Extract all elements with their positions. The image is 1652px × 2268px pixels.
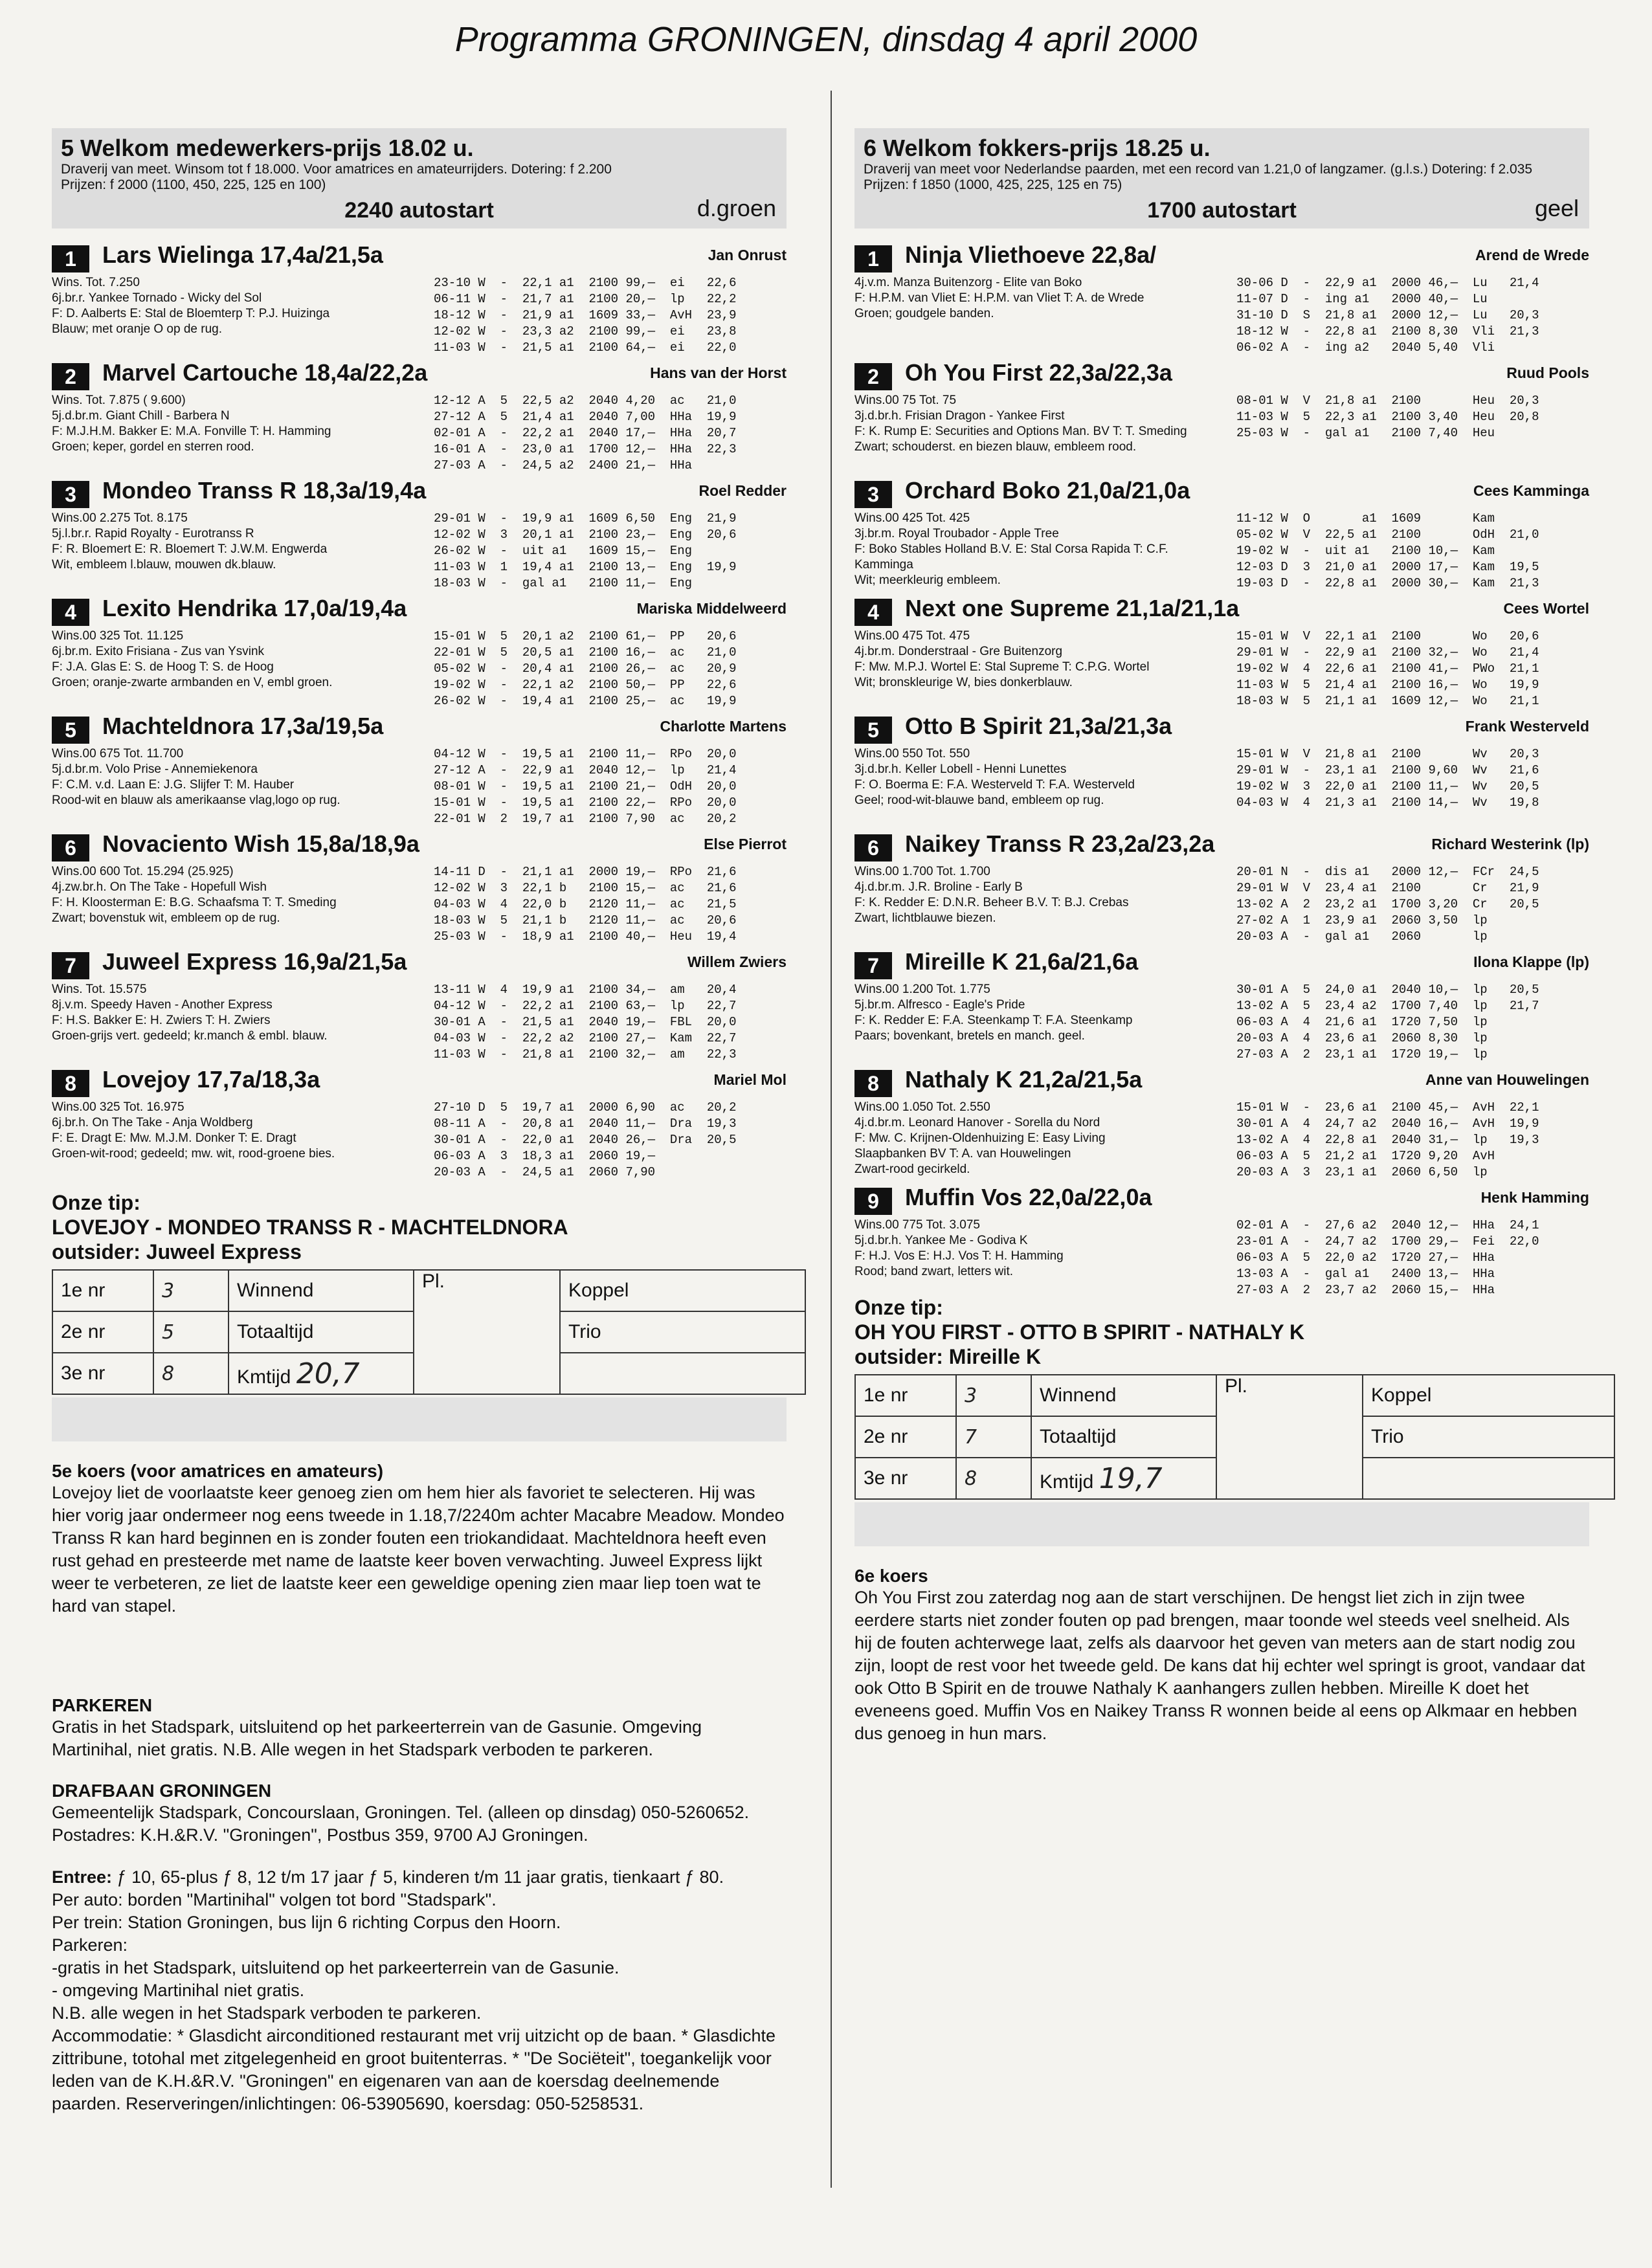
horse-info-line: Wins.00 325 Tot. 16.975 [52,1100,184,1114]
horse-driver: Cees Wortel [1503,600,1589,617]
horse-name: Otto B Spirit 21,3a/21,3a [905,713,1172,739]
trio-label: Trio [1363,1416,1614,1458]
horse-name: Machteldnora 17,3a/19,5a [102,713,384,739]
horse-entry [52,595,787,708]
horse-info-line: 4j.v.m. Manza Buitenzorg - Elite van Boko [854,276,1082,289]
horse-info-line: F: D. Aalberts E: Stal de Bloemterp T: P.J. Huizinga [52,307,330,320]
entree-line-1: Per auto: borden "Martinihal" volgen tot bord "Stadspark". [52,1890,497,1909]
race-color: geel [1534,195,1579,221]
horse-name: Lars Wielinga 17,4a/21,5a [102,241,383,268]
horse-name: Novaciento Wish 15,8a/18,9a [102,830,419,857]
place-1-handwritten[interactable]: 3 [153,1270,229,1311]
horse-name: Mondeo Transs R 18,3a/19,4a [102,477,427,504]
horse-name: Marvel Cartouche 18,4a/22,2a [102,359,428,386]
horse-number: 5 [854,717,892,744]
horse-entry [52,359,787,472]
kmtijd-cell [229,1353,414,1394]
horse-form-table: 04-12 W - 19,5 a1 2100 11,— RPo 20,0 27-12 A - 22,9 a1 2040 12,— lp 21,4 08-01 W - 19,5 a1 2100 21,— OdH 20,0 15-01 W - 19,5 a1 2100 22,— RPo 20,0 22-01 W 2 19,7 a1 2100 7,90 ac 20,2 [434,747,737,826]
horse-info-line: Wit; meerkleurig embleem. [854,573,1001,587]
horse-number: 7 [52,952,89,979]
horse-info-line: F: C.M. v.d. Laan E: J.G. Slijfer T: M. Hauber [52,778,295,792]
empty-cell [560,1353,805,1394]
horse-info-line: 5j.d.br.h. Yankee Me - Godiva K [854,1234,1028,1247]
entree-line-7: Accommodatie: * Glasdicht airconditioned restaurant met vrij uitzicht op de baan. * Glasdichte zittribune, totohal met zitgelegenheid en groot buitenterras. * "De Sociëteit", toegankelijk voor leden van de K.H.&R.V. "Groningen" en eigenaren van aan de koersdag deelnemende paarden. Reserveringen/inlichtingen: 06-53905690, koersdag: 050-5258531. [52,2026,776,2113]
horse-name: Juweel Express 16,9a/21,5a [102,948,407,975]
horse-info [854,275,1217,322]
horse-name: Ninja Vliethoeve 22,8a/ [905,241,1157,268]
horse-form-table: 15-01 W V 22,1 a1 2100 Wo 20,6 29-01 W - 22,9 a1 2100 32,— Wo 21,4 19-02 W 4 22,6 a1 2100 41,— PWo 21,1 11-03 W 5 21,4 a1 2100 16,— Wo 19,9 18-03 W 5 21,1 a1 1609 12,— Wo 21,1 [1236,629,1539,708]
horse-info [854,1100,1217,1177]
pl-label: Pl. [414,1270,560,1394]
horse-entry [52,948,787,1062]
horse-info-line: Blauw; met oranje O op de rug. [52,322,222,336]
horse-info-line: F: K. Redder E: D.N.R. Beheer B.V. T: B.J. Crebas [854,896,1129,909]
horse-driver: Frank Westerveld [1465,718,1589,735]
horse-info-line: Wins.00 325 Tot. 11.125 [52,629,184,643]
horse-form-table: 23-10 W - 22,1 a1 2100 99,— ei 22,6 06-11 W - 21,7 a1 2100 20,— lp 22,2 18-12 W - 21,9 a1 1609 33,— AvH 23,9 12-02 W - 23,3 a2 2100 99,— ei 23,8 11-03 W - 21,5 a1 2100 64,— ei 22,0 [434,276,737,355]
tip-label: Onze tip: [52,1191,140,1214]
horse-info-line: 3j.br.m. Royal Troubador - Apple Tree [854,527,1059,540]
race-header [52,128,787,228]
entree-text: ƒ 10, 65-plus ƒ 8, 12 t/m 17 jaar ƒ 5, kinderen t/m 11 jaar gratis, tienkaart ƒ 80. [117,1867,724,1887]
horse-name: Orchard Boko 21,0a/21,0a [905,477,1190,504]
horse-info [854,1217,1217,1280]
horse-info-line: Rood-wit en blauw als amerikaanse vlag,logo op rug. [52,794,340,807]
horse-info [52,864,414,926]
horse-form-table: 11-12 W O a1 1609 Kam 05-02 W V 22,5 a1 2100 OdH 21,0 19-02 W - uit a1 2100 10,— Kam 12-03 D 3 21,0 a1 2000 17,— Kam 19,5 19-03 D - 22,8 a1 2000 30,— Kam 21,3 [1236,511,1539,590]
horse-info-line: 4j.d.br.m. Leonard Hanover - Sorella du Nord [854,1116,1100,1129]
horse-entry [854,241,1589,355]
right-column [854,123,1589,1745]
horse-form-table: 27-10 D 5 19,7 a1 2000 6,90 ac 20,2 08-11 A - 20,8 a1 2040 11,— Dra 19,3 30-01 A - 22,0 a1 2040 26,— Dra 20,5 06-03 A 3 18,3 a1 2060 19,— 20-03 A - 24,5 a1 2060 7,90 [434,1100,737,1179]
horse-driver: Mariska Middelweerd [636,600,787,617]
horse-entry [854,477,1589,590]
drafbaan-heading: DRAFBAAN GRONINGEN [52,1781,272,1801]
horse-form-table: 15-01 W V 21,8 a1 2100 Wv 20,3 29-01 W - 23,1 a1 2100 9,60 Wv 21,6 19-02 W 3 22,0 a1 2100 11,— Wv 20,5 04-03 W 4 21,3 a1 2100 14,— Wv 19,8 [1236,747,1539,810]
horse-driver: Else Pierrot [704,836,787,852]
horse-number: 1 [854,245,892,272]
horse-info [854,746,1217,808]
horse-driver: Anne van Houwelingen [1425,1071,1589,1088]
horse-driver: Roel Redder [698,482,787,499]
horse-info [52,628,414,691]
horse-form-table: 29-01 W - 19,9 a1 1609 6,50 Eng 21,9 12-02 W 3 20,1 a1 2100 23,— Eng 20,6 26-02 W - uit a1 1609 15,— Eng 11-03 W 1 19,4 a1 2100 13,— Eng 19,9 18-03 W - gal a1 2100 11,— Eng [434,511,737,590]
horse-info-line: F: Boko Stables Holland B.V. E: Stal Corsa Rapida T: C.F. Kamminga [854,542,1168,572]
horse-info-line: 5j.l.br.r. Rapid Royalty - Eurotranss R [52,527,254,540]
koppel-label: Koppel [1363,1375,1614,1416]
horse-info-line: Wins.00 1.700 Tot. 1.700 [854,865,990,878]
horse-info-line: Wins.00 75 Tot. 75 [854,394,957,407]
horse-entry [854,830,1589,944]
horse-driver: Willem Zwiers [687,953,787,970]
entree-label: Entree: [52,1867,113,1887]
horse-number: 3 [52,481,89,508]
winnend-label: Winnend [229,1270,414,1311]
horse-info-line: Wins. Tot. 7.250 [52,276,140,289]
drafbaan-line-2: Postadres: K.H.&R.V. "Groningen", Postbus 359, 9700 AJ Groningen. [52,1825,588,1845]
horse-info-line: Zwart-rood gecirkeld. [854,1162,970,1176]
place-1-label: 1e nr [855,1375,956,1416]
tip-block [854,1295,1589,1369]
horse-driver: Arend de Wrede [1475,247,1589,263]
page-title: Programma GRONINGEN, dinsdag 4 april 2000 [454,20,1198,59]
horse-entry [854,1066,1589,1179]
horse-name: Muffin Vos 22,0a/22,0a [905,1184,1152,1210]
horse-number: 8 [854,1070,892,1097]
horse-name: Naikey Transs R 23,2a/23,2a [905,830,1215,857]
horse-number: 5 [52,717,89,744]
horse-info-line: Wins.00 550 Tot. 550 [854,747,970,761]
horse-info-line: Zwart; schouderst. en biezen blauw, embleem rood. [854,440,1137,454]
horse-info-line: Wins.00 425 Tot. 425 [854,511,970,525]
horse-info-line: 4j.d.br.m. J.R. Broline - Early B [854,880,1023,894]
horse-driver: Henk Hamming [1480,1189,1589,1206]
place-2-handwritten[interactable]: 7 [956,1416,1031,1458]
place-2-handwritten[interactable]: 5 [153,1311,229,1353]
winnend-label: Winnend [1031,1375,1216,1416]
race-prizes: Prijzen: f 1850 (1000, 425, 225, 125 en 75) [864,177,1122,192]
race-header [854,128,1589,228]
horse-name: Mireille K 21,6a/21,6a [905,948,1139,975]
horse-number: 2 [52,363,89,390]
horse-entry [854,595,1589,708]
horse-info [52,982,414,1044]
horse-info-line: Zwart, lichtblauwe biezen. [854,911,996,925]
horse-name: Nathaly K 21,2a/21,5a [905,1066,1143,1093]
entree-line-6: N.B. alle wegen in het Stadspark verboden te parkeren. [52,2003,482,2023]
horse-info-line: Groen-grijs vert. gedeeld; kr.manch & embl. blauw. [52,1029,328,1043]
race-start: 1700 autostart [1147,198,1297,223]
horse-info-line: F: H.S. Bakker E: H. Zwiers T: H. Zwiers [52,1014,271,1027]
horse-info-line: Wit; bronskleurige W, bies donkerblauw. [854,676,1073,689]
tip-names: LOVEJOY - MONDEO TRANSS R - MACHTELDNORA [52,1216,568,1239]
horse-info-line: F: Mw. M.P.J. Wortel E: Stal Supreme T: C.P.G. Wortel [854,660,1150,674]
horse-info-line: Wins.00 675 Tot. 11.700 [52,747,184,761]
kmtijd-label: Kmtijd [237,1366,291,1388]
horse-entry [854,713,1589,817]
horse-form-table: 20-01 N - dis a1 2000 12,— FCr 24,5 29-01 W V 23,4 a1 2100 Cr 21,9 13-02 A 2 23,2 a1 1700 3,20 Cr 20,5 27-02 A 1 23,9 a1 2060 3,50 lp 20-03 A - gal a1 2060 lp [1236,865,1539,944]
horse-info-line: Wins. Tot. 15.575 [52,983,147,996]
horse-info-line: Wins.00 1.200 Tot. 1.775 [854,983,990,996]
horse-name: Next one Supreme 21,1a/21,1a [905,595,1240,621]
race-title: 6 Welkom fokkers-prijs 18.25 u. [864,135,1211,161]
left-column [52,123,787,2115]
parkeren-heading: PARKEREN [52,1695,153,1715]
horse-info-line: F: E. Dragt E: Mw. M.J.M. Donker T: E. Dragt [52,1131,296,1145]
place-3-label: 3e nr [52,1353,153,1394]
horse-list [52,241,787,1179]
empty-cell [1363,1458,1614,1499]
horse-form-table: 30-06 D - 22,9 a1 2000 46,— Lu 21,4 11-07 D - ing a1 2000 40,— Lu 31-10 D S 21,8 a1 2000 12,— Lu 20,3 18-12 W - 22,8 a1 2100 8,30 Vli 21,3 06-02 A - ing a2 2040 5,40 Vli [1236,276,1539,355]
horse-info-line: Wit, embleem l.blauw, mouwen dk.blauw. [52,558,276,572]
horse-info [52,1100,414,1162]
horse-number: 6 [52,834,89,862]
horse-form-table: 12-12 A 5 22,5 a2 2040 4,20 ac 21,0 27-12 A 5 21,4 a1 2040 7,00 HHa 19,9 02-01 A - 22,2 a1 2040 17,— HHa 20,7 16-01 A - 23,0 a1 1700 12,— HHa 22,3 27-03 A - 24,5 a2 2400 21,— HHa [434,394,737,472]
horse-info [52,393,414,455]
tip-label: Onze tip: [854,1296,943,1319]
place-2-label: 2e nr [52,1311,153,1353]
horse-info-line: F: J.A. Glas E: S. de Hoog T: S. de Hoog [52,660,274,674]
place-3-handwritten[interactable]: 8 [956,1458,1031,1499]
horse-info-line: Groen; oranje-zwarte armbanden en V, embl groen. [52,676,333,689]
horse-entry [854,1184,1589,1297]
place-1-handwritten[interactable]: 3 [956,1375,1031,1416]
horse-number: 6 [854,834,892,862]
horse-entry [52,830,787,944]
horse-info [52,275,414,337]
horse-form-table: 08-01 W V 21,8 a1 2100 Heu 20,3 11-03 W 5 22,3 a1 2100 3,40 Heu 20,8 25-03 W - gal a1 2100 7,40 Heu [1236,394,1539,440]
horse-number: 7 [854,952,892,979]
horse-form-table: 14-11 D - 21,1 a1 2000 19,— RPo 21,6 12-02 W 3 22,1 b 2100 15,— ac 21,6 04-03 W 4 22,0 b 2120 11,— ac 21,5 18-03 W 5 21,1 b 2120 11,— ac 20,6 25-03 W - 18,9 a1 2100 40,— Heu 19,4 [434,865,737,944]
tip-block [52,1190,787,1264]
entree-line-4: -gratis in het Stadspark, uitsluitend op het parkeerterrein van de Gasunie. [52,1958,620,1977]
pl-label: Pl. [1216,1375,1363,1499]
horse-entry [854,948,1589,1062]
horse-info-line: F: K. Redder E: F.A. Steenkamp T: F.A. Steenkamp [854,1014,1133,1027]
horse-info-line: F: H.P.M. van Vliet E: H.P.M. van Vliet T: A. de Wrede [854,291,1144,305]
kmtijd-label: Kmtijd [1040,1471,1094,1493]
horse-driver: Richard Westerink (lp) [1431,836,1589,852]
horse-info-line: F: K. Rump E: Securities and Options Man. BV T: T. Smeding [854,425,1187,438]
kmtijd-handwritten[interactable]: 19,7 [1099,1462,1163,1495]
shaded-band [854,1502,1589,1546]
race-conditions: Draverij van meet voor Nederlandse paarden, met een record van 1.21,0 of langzamer. (g.l.s.) Dotering: f 2.035 [864,162,1533,177]
horse-entry [52,241,787,355]
horse-info-line: 4j.br.m. Donderstraal - Gre Buitenzorg [854,645,1063,658]
race-color: d.groen [697,195,776,221]
result-table [52,1269,806,1395]
trio-label: Trio [560,1311,805,1353]
horse-info-line: Groen-wit-rood; gedeeld; mw. wit, rood-groene bies. [52,1147,335,1161]
drafbaan-line-1: Gemeentelijk Stadspark, Concourslaan, Groningen. Tel. (alleen op dinsdag) 050-5260652. [52,1803,750,1822]
race-start: 2240 autostart [344,198,494,223]
race-title: 5 Welkom medewerkers-prijs 18.02 u. [61,135,474,161]
horse-info-line: F: O. Boerma E: F.A. Westerveld T: F.A. Westerveld [854,778,1135,792]
horse-list [854,241,1589,1297]
horse-name: Lovejoy 17,7a/18,3a [102,1066,320,1093]
kmtijd-handwritten[interactable]: 20,7 [296,1357,360,1390]
place-1-label: 1e nr [52,1270,153,1311]
column-divider [831,91,832,2188]
horse-driver: Cees Kamminga [1473,482,1589,499]
horse-form-table: 15-01 W - 23,6 a1 2100 45,— AvH 22,1 30-01 A 4 24,7 a2 2040 16,— AvH 19,9 13-02 A 4 22,8 a1 2040 31,— lp 19,3 06-03 A 5 21,2 a1 1720 9,20 AvH 20-03 A 3 23,1 a1 2060 6,50 lp [1236,1100,1539,1179]
totaaltijd-label: Totaaltijd [1031,1416,1216,1458]
horse-info-line: 6j.br.r. Yankee Tornado - Wicky del Sol [52,291,262,305]
horse-info-line: Wins.00 775 Tot. 3.075 [854,1218,980,1232]
horse-number: 2 [854,363,892,390]
totaaltijd-label: Totaaltijd [229,1311,414,1353]
horse-info-line: 5j.d.br.m. Giant Chill - Barbera N [52,409,230,423]
horse-form-table: 15-01 W 5 20,1 a2 2100 61,— PP 20,6 22-01 W 5 20,5 a1 2100 16,— ac 21,0 05-02 W - 20,4 a1 2100 26,— ac 20,9 19-02 W - 22,1 a2 2100 50,— PP 22,6 26-02 W - 19,4 a1 2100 25,— ac 19,9 [434,629,737,708]
horse-info-line: Geel; rood-wit-blauwe band, embleem op rug. [854,794,1104,807]
entree-line-2: Per trein: Station Groningen, bus lijn 6 richting Corpus den Hoorn. [52,1913,561,1932]
horse-info-line: 4j.zw.br.h. On The Take - Hopefull Wish [52,880,267,894]
entree-line-5: - omgeving Martinihal niet gratis. [52,1981,305,2000]
koppel-label: Koppel [560,1270,805,1311]
horse-info-line: 6j.br.h. On The Take - Anja Woldberg [52,1116,253,1129]
horse-number: 8 [52,1070,89,1097]
horse-info-line: F: Mw. C. Krijnen-Oldenhuizing E: Easy Living [854,1131,1106,1145]
horse-entry [854,359,1589,464]
horse-info-line: F: H.J. Vos E: H.J. Vos T: H. Hamming [854,1249,1064,1263]
horse-number: 1 [52,245,89,272]
horse-form-table: 02-01 A - 27,6 a2 2040 12,— HHa 24,1 23-01 A - 24,7 a2 1700 29,— Fei 22,0 06-03 A 5 22,0 a2 1720 27,— HHa 13-03 A - gal a1 2400 13,— HHa 27-03 A 2 23,7 a2 2060 15,— HHa [1236,1218,1539,1297]
horse-info-line: Slaapbanken BV T: A. van Houwelingen [854,1147,1071,1161]
horse-info-line: Rood; band zwart, letters wit. [854,1265,1013,1278]
horse-info-line: 5j.d.br.m. Volo Prise - Annemiekenora [52,762,258,776]
kmtijd-cell [1031,1458,1216,1499]
horse-info-line: Zwart; bovenstuk wit, embleem op de rug. [52,911,280,925]
result-table [854,1374,1615,1500]
horse-driver: Jan Onrust [708,247,787,263]
horse-form-table: 30-01 A 5 24,0 a1 2040 10,— lp 20,5 13-02 A 5 23,4 a2 1700 7,40 lp 21,7 06-03 A 4 21,6 a1 1720 7,50 lp 20-03 A 4 23,6 a1 2060 8,30 lp 27-03 A 2 23,1 a1 1720 19,— lp [1236,983,1539,1062]
place-3-label: 3e nr [855,1458,956,1499]
tip-outsider: outsider: Mireille K [854,1345,1042,1368]
horse-info-line: 3j.d.br.h. Frisian Dragon - Yankee First [854,409,1065,423]
horse-info [854,628,1217,691]
horse-info [52,746,414,808]
commentary-heading: 5e koers (voor amatrices en amateurs) [52,1461,384,1481]
horse-info-line: 8j.v.m. Speedy Haven - Another Express [52,998,273,1012]
place-3-handwritten[interactable]: 8 [153,1353,229,1394]
horse-entry [52,1066,787,1179]
entree-line [52,1866,787,1889]
horse-info-line: Groen; goudgele banden. [854,307,994,320]
place-2-label: 2e nr [855,1416,956,1458]
horse-info-line: F: H. Kloosterman E: B.G. Schaafsma T: T. Smeding [52,896,337,909]
commentary-text: Lovejoy liet de voorlaatste keer genoeg zien om hem hier als favoriet te selecteren. Hij was hier vorig jaar ondermeer nog eens tweede in 1.18,7/2240m achter Macabre Meadow. Mondeo Transs R kan hard beginnen en is zonder fouten een triokandidaat. Machteldnora heeft even rust gehad en presteerde met name de laatste keer boven verwachting. Juweel Express lijkt weer te verbeteren, ze liet de laatste keer een geweldige opening zien maar liep toen wat te hard van stapel. [52,1483,785,1616]
commentary-text: Oh You First zou zaterdag nog aan de start verschijnen. De hengst liet zich in zijn twee eerdere starts niet zonder fouten op pad brengen, maar toonde wel steeds veel snelheid. Als hij de fouten achterwege laat, zelfs als daarvoor het geven van meters aan de start nodig zou zijn, loopt de rest voor het tweede geld. De kans dat hij echter wel springt is groot, vandaar dat ook Otto B Spirit en de trouwe Nathaly K aanhangers zullen hebben. Mireille K doet het eveneens goed. Muffin Vos en Naikey Transs R wonnen beide al eens op Alkmaar en hebben dus genoeg in hun mars. [854,1588,1585,1743]
horse-info [52,511,414,573]
horse-driver: Ilona Klappe (lp) [1473,953,1589,970]
shaded-band [52,1397,787,1441]
horse-info [854,511,1217,588]
horse-info-line: Wins.00 2.275 Tot. 8.175 [52,511,188,525]
horse-number: 9 [854,1188,892,1215]
parkeren-text: Gratis in het Stadspark, uitsluitend op het parkeerterrein van de Gasunie. Omgeving Martinihal, niet gratis. N.B. Alle wegen in het Stadspark verboden te parkeren. [52,1717,702,1759]
horse-number: 4 [854,599,892,626]
horse-entry [52,477,787,590]
horse-name: Lexito Hendrika 17,0a/19,4a [102,595,407,621]
horse-info-line: F: M.J.H.M. Bakker E: M.A. Fonville T: H. Hamming [52,425,331,438]
horse-info-line: Wins.00 600 Tot. 15.294 (25.925) [52,865,234,878]
commentary-heading: 6e koers [854,1566,928,1586]
horse-driver: Ruud Pools [1506,364,1589,381]
horse-info-line: Wins.00 475 Tot. 475 [854,629,970,643]
horse-info-line: Wins.00 1.050 Tot. 2.550 [854,1100,990,1114]
race-prizes: Prijzen: f 2000 (1100, 450, 225, 125 en 100) [61,177,326,192]
horse-info-line: Wins. Tot. 7.875 ( 9.600) [52,394,186,407]
horse-number: 4 [52,599,89,626]
horse-info-line: Groen; keper, gordel en sterren rood. [52,440,254,454]
entree-line-3: Parkeren: [52,1935,128,1955]
horse-info-line: Paars; bovenkant, bretels en manch. geel. [854,1029,1085,1043]
horse-info [854,864,1217,926]
horse-info-line: 3j.d.br.h. Keller Lobell - Henni Lunettes [854,762,1067,776]
horse-info-line: 6j.br.m. Exito Frisiana - Zus van Ysvink [52,645,265,658]
horse-driver: Hans van der Horst [650,364,787,381]
horse-form-table: 13-11 W 4 19,9 a1 2100 34,— am 20,4 04-12 W - 22,2 a1 2100 63,— lp 22,7 30-01 A - 21,5 a1 2040 19,— FBL 20,0 04-03 W - 22,2 a2 2100 27,— Kam 22,7 11-03 W - 21,8 a1 2100 32,— am 22,3 [434,983,737,1062]
horse-driver: Mariel Mol [713,1071,787,1088]
horse-info [854,982,1217,1044]
horse-info-line: 5j.br.m. Alfresco - Eagle's Pride [854,998,1025,1012]
horse-info-line: F: R. Bloemert E: R. Bloemert T: J.W.M. Engwerda [52,542,328,556]
tip-names: OH YOU FIRST - OTTO B SPIRIT - NATHALY K [854,1320,1305,1344]
horse-entry [52,713,787,826]
horse-info [854,393,1217,455]
tip-outsider: outsider: Juweel Express [52,1240,302,1263]
horse-name: Oh You First 22,3a/22,3a [905,359,1172,386]
horse-driver: Charlotte Martens [660,718,787,735]
race-conditions: Draverij van meet. Winsom tot f 18.000. Voor amatrices en amateurrijders. Dotering: f 2.200 [61,162,612,177]
horse-number: 3 [854,481,892,508]
